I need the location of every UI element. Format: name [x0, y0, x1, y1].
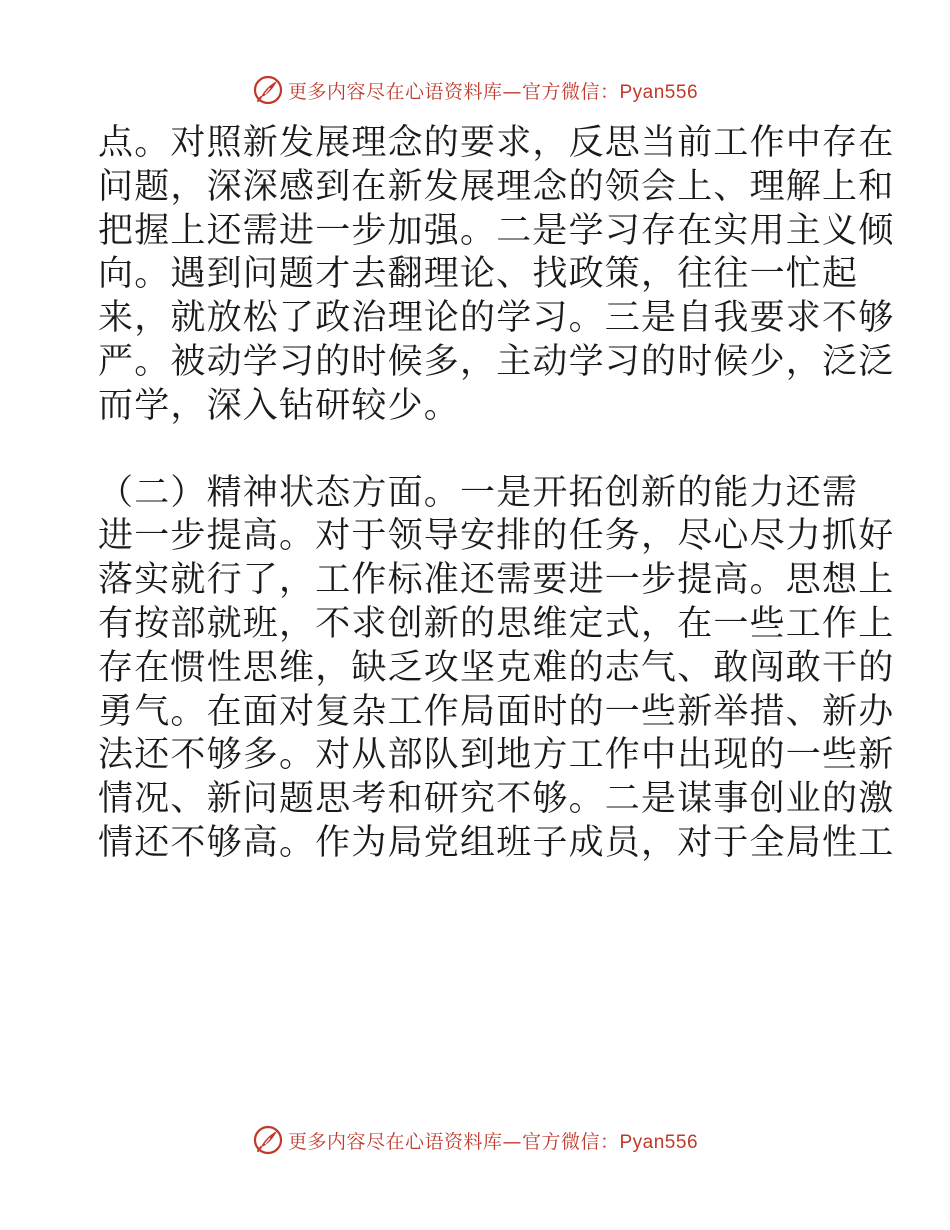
text-line: 向。遇到问题才去翻理论、找政策，往往一忙起 — [98, 254, 859, 295]
watermark-official-label: 官方微信： — [521, 1130, 620, 1153]
text-line: 而学，深入钻研较少。 — [98, 385, 461, 426]
text-line: 落实就行了，工作标准还需要进一步提高。思想上 — [98, 560, 895, 601]
text-line: 勇气。在面对复杂工作局面时的一些新举措、新办 — [98, 691, 895, 732]
text-line: 情况、新问题思考和研究不够。二是谋事创业的激 — [98, 779, 895, 820]
text-line: 存在惯性思维，缺乏攻坚克难的志气、敢闯敢干的 — [98, 647, 895, 688]
paragraph-1 — [98, 122, 895, 429]
header-watermark — [0, 72, 950, 108]
quill-pen-logo-icon — [252, 74, 284, 106]
watermark-text — [288, 77, 698, 104]
watermark-wechat-id: Pyan556 — [619, 1131, 699, 1153]
text-line: 严。被动学习的时候多，主动学习的时候少，泛泛 — [98, 341, 895, 382]
text-line: 把握上还需进一步加强。二是学习存在实用主义倾 — [98, 210, 895, 251]
text-line: 有按部就班，不求创新的思维定式，在一些工作上 — [98, 603, 895, 644]
watermark-official-label: 官方微信： — [521, 80, 620, 103]
footer-watermark — [0, 1122, 950, 1158]
paragraph-gap — [98, 429, 850, 472]
watermark-dash: — — [502, 1130, 522, 1153]
text-line: 进一步提高。对于领导安排的任务，尽心尽力抓好 — [98, 516, 895, 557]
text-line: 点。对照新发展理念的要求，反思当前工作中存在 — [98, 123, 895, 163]
watermark-text — [288, 1127, 698, 1154]
watermark-wechat-id: Pyan556 — [619, 81, 699, 103]
paragraph-2 — [98, 472, 895, 866]
document-body — [98, 122, 895, 866]
text-line: 来，就放松了政治理论的学习。三是自我要求不够 — [98, 298, 895, 339]
text-line: 情还不够高。作为局党组班子成员，对于全局性工 — [98, 822, 895, 863]
quill-pen-logo-icon — [252, 1124, 284, 1156]
text-line: 问题，深深感到在新发展理念的领会上、理解上和 — [98, 166, 895, 207]
watermark-site-name: 更多内容尽在心语资料库 — [287, 80, 503, 103]
watermark-site-name: 更多内容尽在心语资料库 — [287, 1130, 503, 1153]
watermark-dash: — — [502, 80, 522, 103]
text-line: 法还不够多。对从部队到地方工作中出现的一些新 — [98, 735, 895, 776]
text-line: （二）精神状态方面。一是开拓创新的能力还需 — [98, 472, 859, 513]
